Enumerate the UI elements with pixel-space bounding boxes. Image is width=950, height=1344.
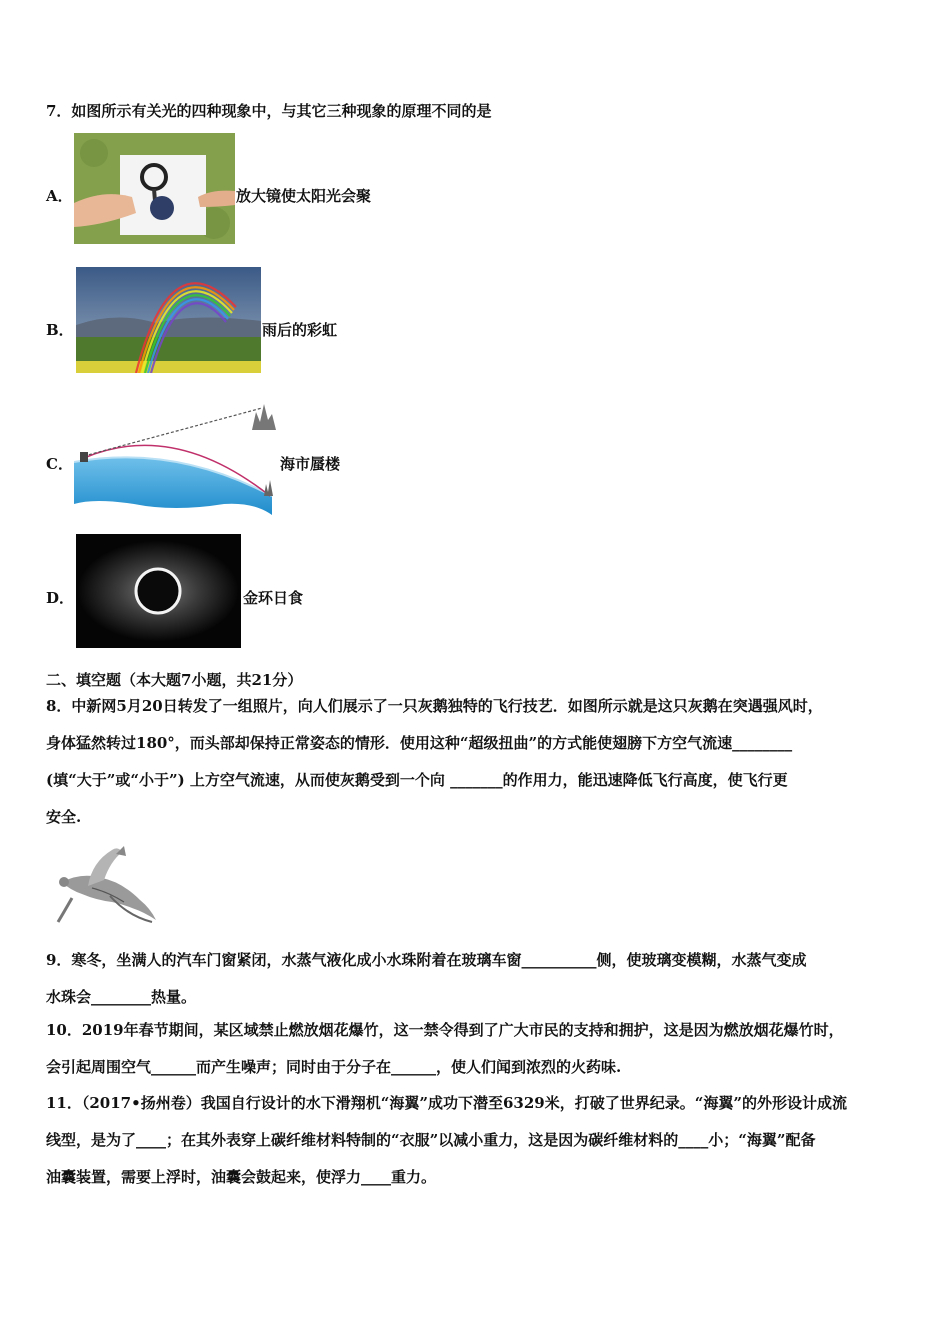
- q7-option-a-label: 放大镜使太阳光会聚: [236, 187, 372, 205]
- q11-line-1: 11．（2017•扬州卷）我国自行设计的水下滑翔机“海翼”成功下潜至6329米，打破了世界纪录。“海翼”的外形设计成流: [46, 1094, 847, 1112]
- q7-option-b-letter: B．: [46, 321, 74, 339]
- q7-stem: 7．如图所示有关光的四种现象中，与其它三种现象的原理不同的是: [46, 102, 492, 120]
- q9-line-2: 水珠会________热量。: [46, 988, 197, 1006]
- magnifier-sunlight-image: [74, 133, 235, 244]
- annular-eclipse-image: [76, 534, 241, 648]
- q8-line-1: 8．中新网5月20日转发了一组照片，向人们展示了一只灰鹅独特的飞行技艺．如图所示就是这只灰鹅在突遇强风时，: [46, 697, 823, 715]
- rainbow-image: [76, 267, 261, 373]
- mirage-diagram-image: [74, 400, 279, 515]
- q11-line-3: 油囊装置，需要上浮时，油囊会鼓起来，使浮力____重力。: [46, 1168, 437, 1186]
- q11-line-2: 线型，是为了____；在其外表穿上碳纤维材料特制的“衣服”以减小重力，这是因为碳纤维材料的____小；“海翼”配备: [46, 1131, 816, 1149]
- q7-option-a-letter: A．: [46, 187, 73, 205]
- q10-line-2: 会引起周围空气______而产生噪声；同时由于分子在______，使人们闻到浓烈的火药味.: [46, 1058, 622, 1076]
- q7-option-d-letter: D．: [46, 589, 75, 607]
- q7-option-b-label: 雨后的彩虹: [262, 321, 338, 339]
- q9-line-1: 9．寒冬，坐满人的汽车门窗紧闭，水蒸气液化成小水珠附着在玻璃车窗__________侧，使玻璃变模糊，水蒸气变成: [46, 951, 807, 969]
- q8-line-2: 身体猛然转过180°，而头部却保持正常姿态的情形．使用这种“超级扭曲”的方式能使翅膀下方空气流速________: [46, 734, 793, 752]
- q7-option-d-label: 金环日食: [243, 589, 304, 607]
- q7-option-c-letter: C．: [46, 455, 73, 473]
- q10-line-1: 10．2019年春节期间，某区域禁止燃放烟花爆竹，这一禁令得到了广大市民的支持和拥护，这是因为燃放烟花爆竹时，: [46, 1021, 844, 1039]
- grey-goose-image: [52, 842, 160, 932]
- q7-option-c-label: 海市蜃楼: [280, 455, 341, 473]
- section-heading: 二、填空题（本大题7小题，共21分）: [46, 671, 303, 689]
- q8-line-3: (填“大于”或“小于”) 上方空气流速，从而使灰鹅受到一个向 _______的作用力，能迅速降低飞行高度，使飞行更: [46, 771, 788, 789]
- q8-line-4: 安全.: [46, 808, 82, 826]
